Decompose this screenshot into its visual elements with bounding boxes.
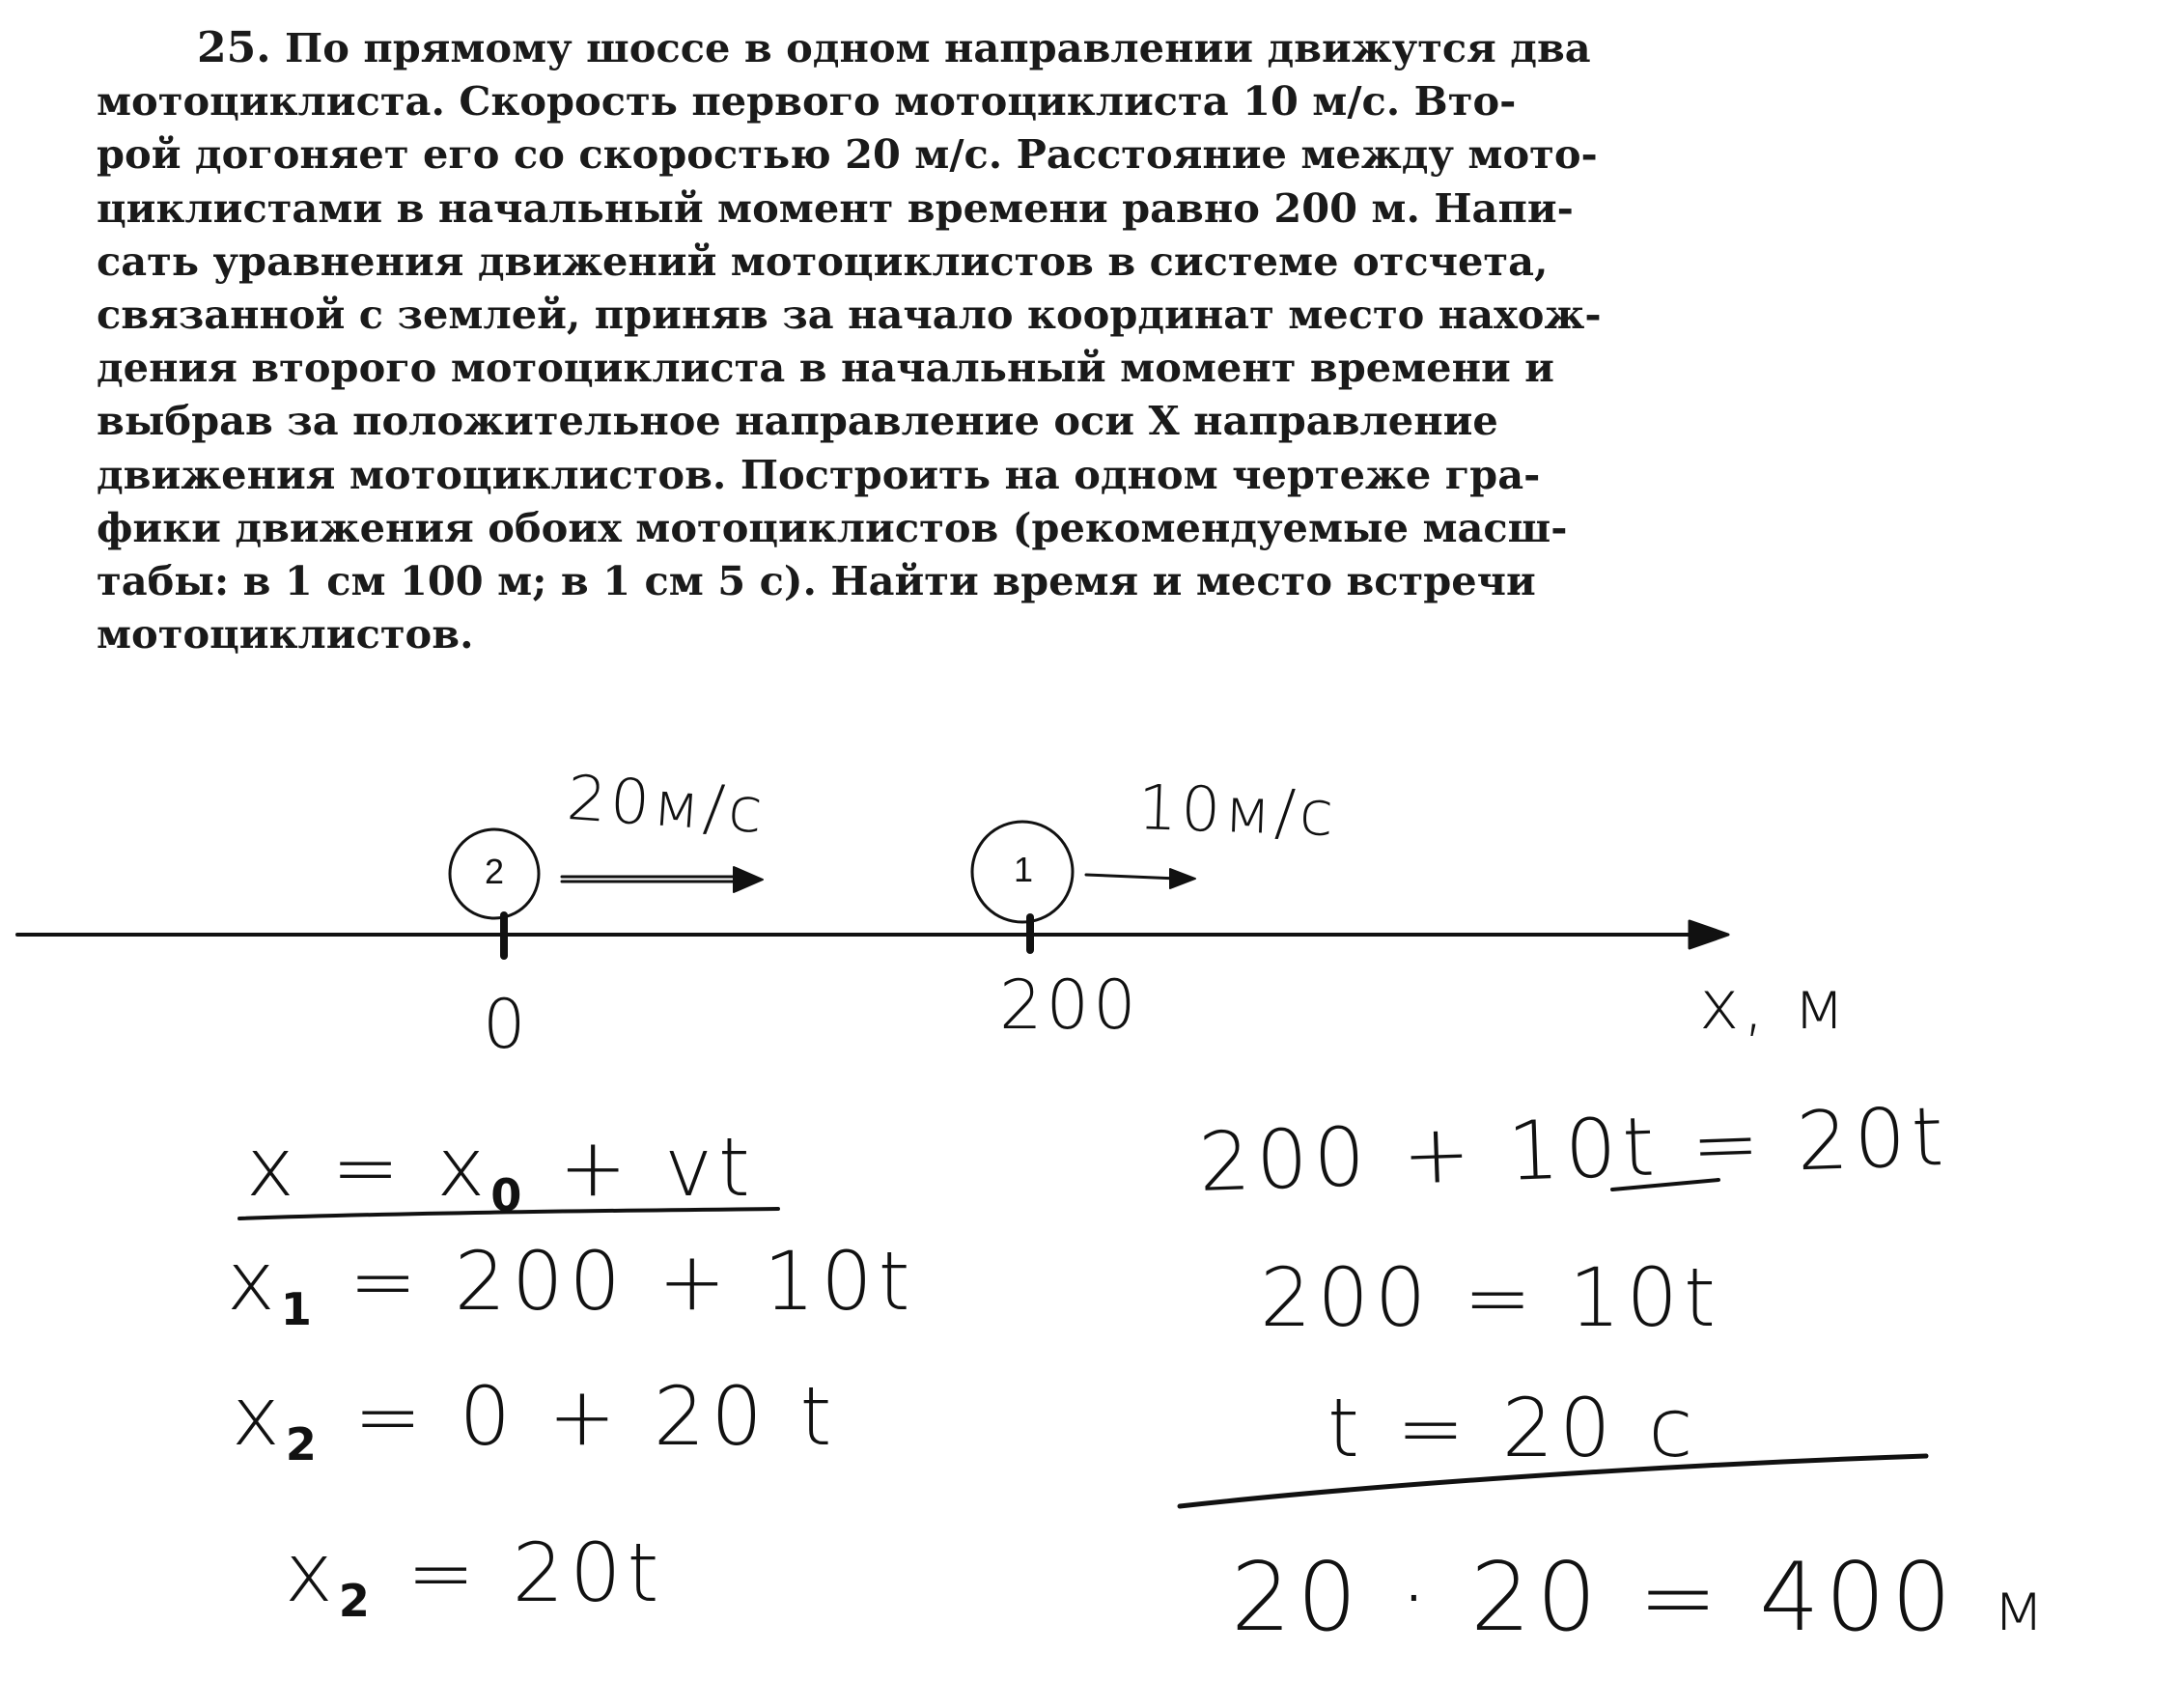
equation-x2-simplified: $x_2 = 20t$ bbox=[285, 1526, 665, 1628]
problem-line: выбрав за положительное направление оси X направление bbox=[97, 397, 1498, 445]
rider1-speed: 10м/с bbox=[1136, 772, 1339, 852]
axis-label: x, м bbox=[1699, 966, 1849, 1045]
problem-line: мотоциклистов. bbox=[97, 610, 474, 658]
tick-label-200: 200 bbox=[999, 966, 1140, 1045]
meeting-place: 20 · 20 = 400 м bbox=[1231, 1543, 2051, 1653]
problem-line: циклистами в начальный момент времени равно 200 м. Напи- bbox=[97, 183, 1574, 232]
rider2-label: 2 bbox=[484, 852, 505, 891]
x-axis-arrowhead bbox=[1690, 921, 1728, 948]
problem-line: рой догоняет его со скоростью 20 м/с. Расстояние между мото- bbox=[97, 130, 1598, 179]
problem-line: мотоциклиста. Скорость первого мотоциклиста 10 м/с. Вто- bbox=[97, 77, 1517, 126]
rider1-velocity-arrow bbox=[1086, 875, 1178, 879]
rider2-arrowhead bbox=[734, 867, 763, 892]
problem-line: фики движения обоих мотоциклистов (рекомендуемые масш- bbox=[97, 503, 1568, 551]
problem-line: связанной с землей, приняв за начало координат место нахож- bbox=[97, 291, 1602, 339]
meeting-equation: 200 + 10t = 20t bbox=[1197, 1088, 1951, 1210]
equation-x1: $x_1 = 200 + 10t$ bbox=[227, 1234, 916, 1336]
problem-line: табы: в 1 см 100 м; в 1 см 5 с). Найти время и место встречи bbox=[97, 557, 1536, 605]
rider2-velocity-arrow bbox=[562, 877, 743, 882]
tick-label-0: 0 bbox=[483, 985, 530, 1064]
equation-x2: $x_2 = 0 + 20$ t bbox=[232, 1369, 838, 1471]
general-equation: $x = x_0$ + vt bbox=[246, 1120, 756, 1222]
problem-number: 25. bbox=[197, 23, 271, 72]
problem-line: сать уравнения движений мотоциклистов в системе отсчета, bbox=[97, 237, 1549, 285]
rider2-speed: 20м/с bbox=[564, 763, 768, 849]
problem-line: дения второго мотоциклиста в начальный момент времени и bbox=[97, 344, 1554, 392]
rider1-label: 1 bbox=[1013, 850, 1034, 889]
rider1-arrowhead bbox=[1170, 869, 1195, 888]
simplified-equation: 200 = 10t bbox=[1260, 1250, 1721, 1345]
problem-line: 25. По прямому шоссе в одном направлении движутся два bbox=[197, 23, 1591, 72]
problem-line: движения мотоциклистов. Построить на одном чертеже гра- bbox=[97, 450, 1541, 498]
meeting-time: t = 20 с bbox=[1327, 1381, 1699, 1475]
